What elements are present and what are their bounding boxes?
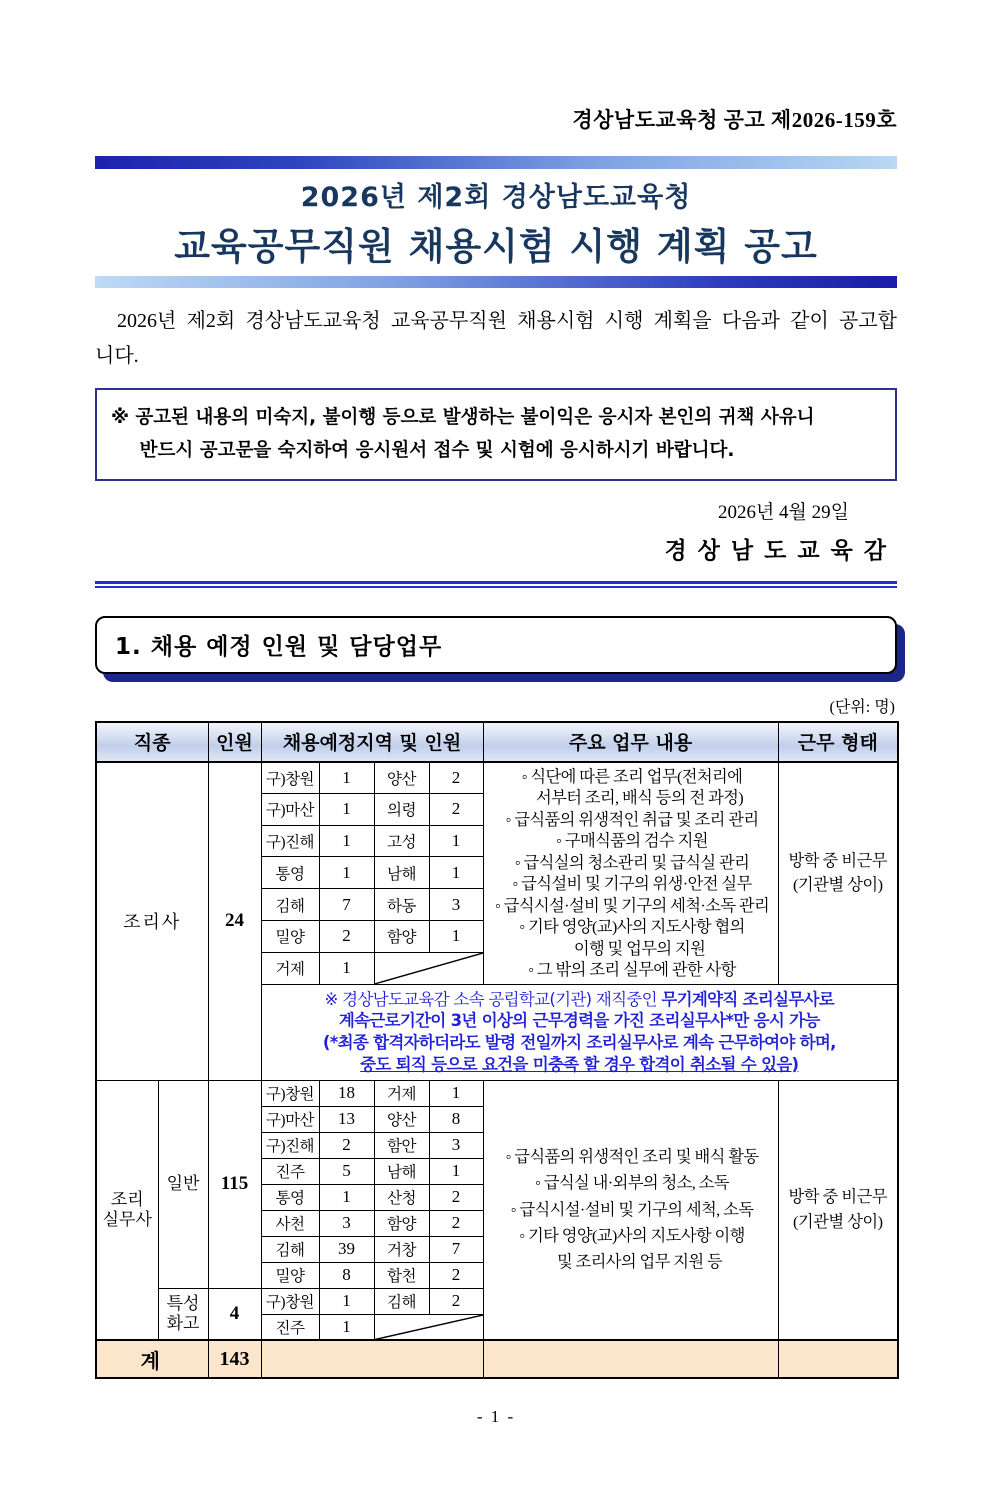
helper-row-1 <box>96 1080 898 1106</box>
total-label: 계 <box>96 1340 208 1378</box>
region-count-cell: 1 <box>319 1314 374 1340</box>
unit-label: (단위: 명) <box>829 698 895 716</box>
region-count-cell: 1 <box>429 1080 483 1106</box>
helper-duties-cell <box>483 1080 778 1340</box>
header-region: 채용예정지역 및 인원 <box>261 722 483 762</box>
duty-line: 이행 및 업무의 지원 <box>573 938 706 958</box>
region-count-cell: 7 <box>319 889 374 921</box>
intro-paragraph: 2026년 제2회 경상남도교육청 교육공무직원 채용시험 시행 계획을 다음과 같이 공고합니다. <box>95 310 897 367</box>
diagonal-slash <box>375 1315 483 1340</box>
total-count: 143 <box>208 1340 261 1378</box>
region-cell: 구)마산 <box>261 1106 319 1132</box>
region-count-cell: 18 <box>319 1080 374 1106</box>
worktype-line: (기관별 상이) <box>793 1211 883 1231</box>
region-cell: 남해 <box>374 1158 429 1184</box>
empty-cell-slash <box>374 952 483 984</box>
vocational-label-line: 특성 <box>166 1293 200 1313</box>
duty-line: ◦ 식단에 따른 조리 업무(전처리에 <box>521 766 743 786</box>
region-count-cell: 8 <box>429 1106 483 1132</box>
region-count-cell: 1 <box>319 1288 374 1314</box>
region-cell: 함안 <box>374 1132 429 1158</box>
region-cell: 밀양 <box>261 1262 319 1288</box>
header-worktype: 근무 형태 <box>778 722 898 762</box>
total-worktype-empty <box>778 1340 898 1378</box>
announcement-date: 2026년 4월 29일 <box>717 501 849 523</box>
duty-line: ◦ 기타 영양(교)사의 지도사항 이행 <box>519 1226 745 1246</box>
region-count-cell: 1 <box>319 952 374 984</box>
region-count-cell: 1 <box>319 793 374 825</box>
region-cell: 진주 <box>261 1314 319 1340</box>
note-line-3: (*최종 합격자하더라도 발령 전일까지 조리실무사로 계속 근무하여야 하며, <box>322 1033 836 1053</box>
region-count-cell: 2 <box>429 762 483 794</box>
region-count-cell: 1 <box>429 857 483 889</box>
region-cell: 구)진해 <box>261 1132 319 1158</box>
helper-job-cell <box>96 1080 158 1340</box>
table-header-row <box>96 722 898 762</box>
header-count: 인원 <box>208 722 261 762</box>
region-count-cell: 3 <box>319 1210 374 1236</box>
region-count-cell: 39 <box>319 1236 374 1262</box>
helper-job-line: 조리 <box>110 1189 144 1209</box>
region-cell: 구)창원 <box>261 762 319 794</box>
region-cell: 양산 <box>374 1106 429 1132</box>
notice-line-1: ※ 공고된 내용의 미숙지, 불이행 등으로 발생하는 불이익은 응시자 본인의 귀책 사유니 <box>111 407 815 428</box>
region-cell: 구)창원 <box>261 1080 319 1106</box>
helper-vocational-label <box>158 1288 208 1340</box>
region-cell: 합천 <box>374 1262 429 1288</box>
region-cell: 함양 <box>374 1210 429 1236</box>
banner-gradient-bar-bottom <box>95 276 897 288</box>
region-cell: 구)창원 <box>261 1288 319 1314</box>
region-cell: 의령 <box>374 793 429 825</box>
region-cell: 하동 <box>374 889 429 921</box>
region-count-cell: 2 <box>319 921 374 953</box>
diagonal-slash <box>375 953 483 984</box>
region-count-cell: 2 <box>429 1210 483 1236</box>
region-count-cell: 1 <box>429 921 483 953</box>
vocational-label-line: 화고 <box>166 1313 200 1333</box>
page-number: - 1 - <box>476 1407 516 1427</box>
recruitment-table <box>95 721 899 1380</box>
duty-line: ◦ 급식설비 및 기구의 위생·안전 실무 <box>512 874 752 894</box>
cook-job-cell: 조리사 <box>96 762 208 1081</box>
region-count-cell: 2 <box>429 1184 483 1210</box>
note-line-1 <box>264 989 896 1011</box>
title-line-1: 2026년 제2회 경상남도교육청 <box>300 182 692 213</box>
region-cell: 김해 <box>261 1236 319 1262</box>
region-count-cell: 7 <box>429 1236 483 1262</box>
empty-cell-slash <box>374 1314 483 1340</box>
banner-gradient-bar-top <box>95 156 897 169</box>
region-cell: 거제 <box>374 1080 429 1106</box>
region-count-cell: 1 <box>319 1184 374 1210</box>
region-count-cell: 2 <box>429 793 483 825</box>
document-number: 경상남도교육청 공고 제2026-159호 <box>572 108 897 132</box>
cook-row-1 <box>96 762 898 794</box>
helper-vocational-count: 4 <box>208 1288 261 1340</box>
duty-line: ◦ 그 밖의 조리 실무에 관한 사항 <box>528 960 736 980</box>
region-count-cell: 1 <box>319 825 374 857</box>
region-cell: 통영 <box>261 1184 319 1210</box>
duty-line: ◦ 급식시설·설비 및 기구의 세척·소독 관리 <box>494 895 770 915</box>
region-count-cell: 2 <box>429 1262 483 1288</box>
helper-job-line: 실무사 <box>102 1209 152 1229</box>
worktype-line: (기관별 상이) <box>793 875 883 895</box>
region-cell: 진주 <box>261 1158 319 1184</box>
duty-line: ◦ 급식품의 위생적인 취급 및 조리 관리 <box>505 809 759 829</box>
region-count-cell: 13 <box>319 1106 374 1132</box>
region-count-cell: 1 <box>319 762 374 794</box>
region-cell: 사천 <box>261 1210 319 1236</box>
worktype-line: 방학 중 비근무 <box>788 850 888 870</box>
region-cell: 양산 <box>374 762 429 794</box>
region-cell: 통영 <box>261 857 319 889</box>
total-region-empty <box>261 1340 483 1378</box>
duty-line: ◦ 급식실 내·외부의 청소, 소독 <box>535 1173 729 1193</box>
total-row <box>96 1340 898 1378</box>
duty-line: 서부터 조리, 배식 등의 전 과정) <box>535 788 744 808</box>
region-cell: 구)진해 <box>261 825 319 857</box>
header-job: 직종 <box>96 722 208 762</box>
cook-eligibility-note <box>261 984 898 1080</box>
note-line-1-normal: ※ 경상남도교육감 소속 공립학교(기관) 재직중인 <box>324 989 662 1009</box>
total-duties-empty <box>483 1340 778 1378</box>
document-page <box>0 104 991 1427</box>
duty-line: ◦ 급식품의 위생적인 조리 및 배식 활동 <box>505 1146 759 1166</box>
region-cell: 산청 <box>374 1184 429 1210</box>
duty-line: ◦ 급식시설·설비 및 기구의 세척, 소독 <box>510 1199 754 1219</box>
cook-worktype-cell <box>778 762 898 985</box>
region-cell: 구)마산 <box>261 793 319 825</box>
region-count-cell: 8 <box>319 1262 374 1288</box>
region-count-cell: 3 <box>429 889 483 921</box>
cook-count-cell: 24 <box>208 762 261 1081</box>
header-duties: 주요 업무 내용 <box>483 722 778 762</box>
signer: 경상남도교육감 <box>664 537 897 563</box>
region-count-cell: 1 <box>429 825 483 857</box>
region-cell: 남해 <box>374 857 429 889</box>
note-line-4: 중도 퇴직 등으로 요건을 미충족 할 경우 합격이 취소될 수 있음) <box>360 1054 799 1074</box>
duty-line: ◦ 기타 영양(교)사의 지도사항 협의 <box>519 917 745 937</box>
worktype-line: 방학 중 비근무 <box>788 1187 888 1207</box>
title-banner <box>95 156 897 288</box>
double-horizontal-rule <box>95 581 897 588</box>
region-count-cell: 1 <box>319 857 374 889</box>
section-heading: 1. 채용 예정 인원 및 담당업무 <box>95 616 897 674</box>
helper-general-count: 115 <box>208 1080 261 1288</box>
region-cell: 함양 <box>374 921 429 953</box>
region-cell: 거제 <box>261 952 319 984</box>
helper-worktype-cell <box>778 1080 898 1340</box>
region-cell: 밀양 <box>261 921 319 953</box>
region-count-cell: 1 <box>429 1158 483 1184</box>
duty-line: 및 조리사의 업무 지원 등 <box>556 1252 723 1272</box>
region-count-cell: 3 <box>429 1132 483 1158</box>
region-count-cell: 2 <box>319 1132 374 1158</box>
helper-general-label: 일반 <box>158 1080 208 1288</box>
region-cell: 김해 <box>374 1288 429 1314</box>
region-cell: 김해 <box>261 889 319 921</box>
cook-duties-cell <box>483 762 778 985</box>
notice-line-2: 반드시 공고문을 숙지하여 응시원서 접수 및 시험에 응시하시기 바랍니다. <box>139 440 735 462</box>
region-cell: 고성 <box>374 825 429 857</box>
note-line-1-bold: 무기계약직 조리실무사로 <box>661 989 835 1009</box>
duty-line: ◦ 급식실의 청소관리 및 급식실 관리 <box>514 852 750 872</box>
duty-line: ◦ 구매식품의 검수 지원 <box>556 831 708 851</box>
note-line-2: 계속근로기간이 3년 이상의 근무경력을 가진 조리실무사*만 응시 가능 <box>338 1011 820 1031</box>
region-count-cell: 5 <box>319 1158 374 1184</box>
title-line-2: 교육공무직원 채용시험 시행 계획 공고 <box>174 225 818 268</box>
region-cell: 거창 <box>374 1236 429 1262</box>
region-count-cell: 2 <box>429 1288 483 1314</box>
notice-box <box>95 388 897 481</box>
